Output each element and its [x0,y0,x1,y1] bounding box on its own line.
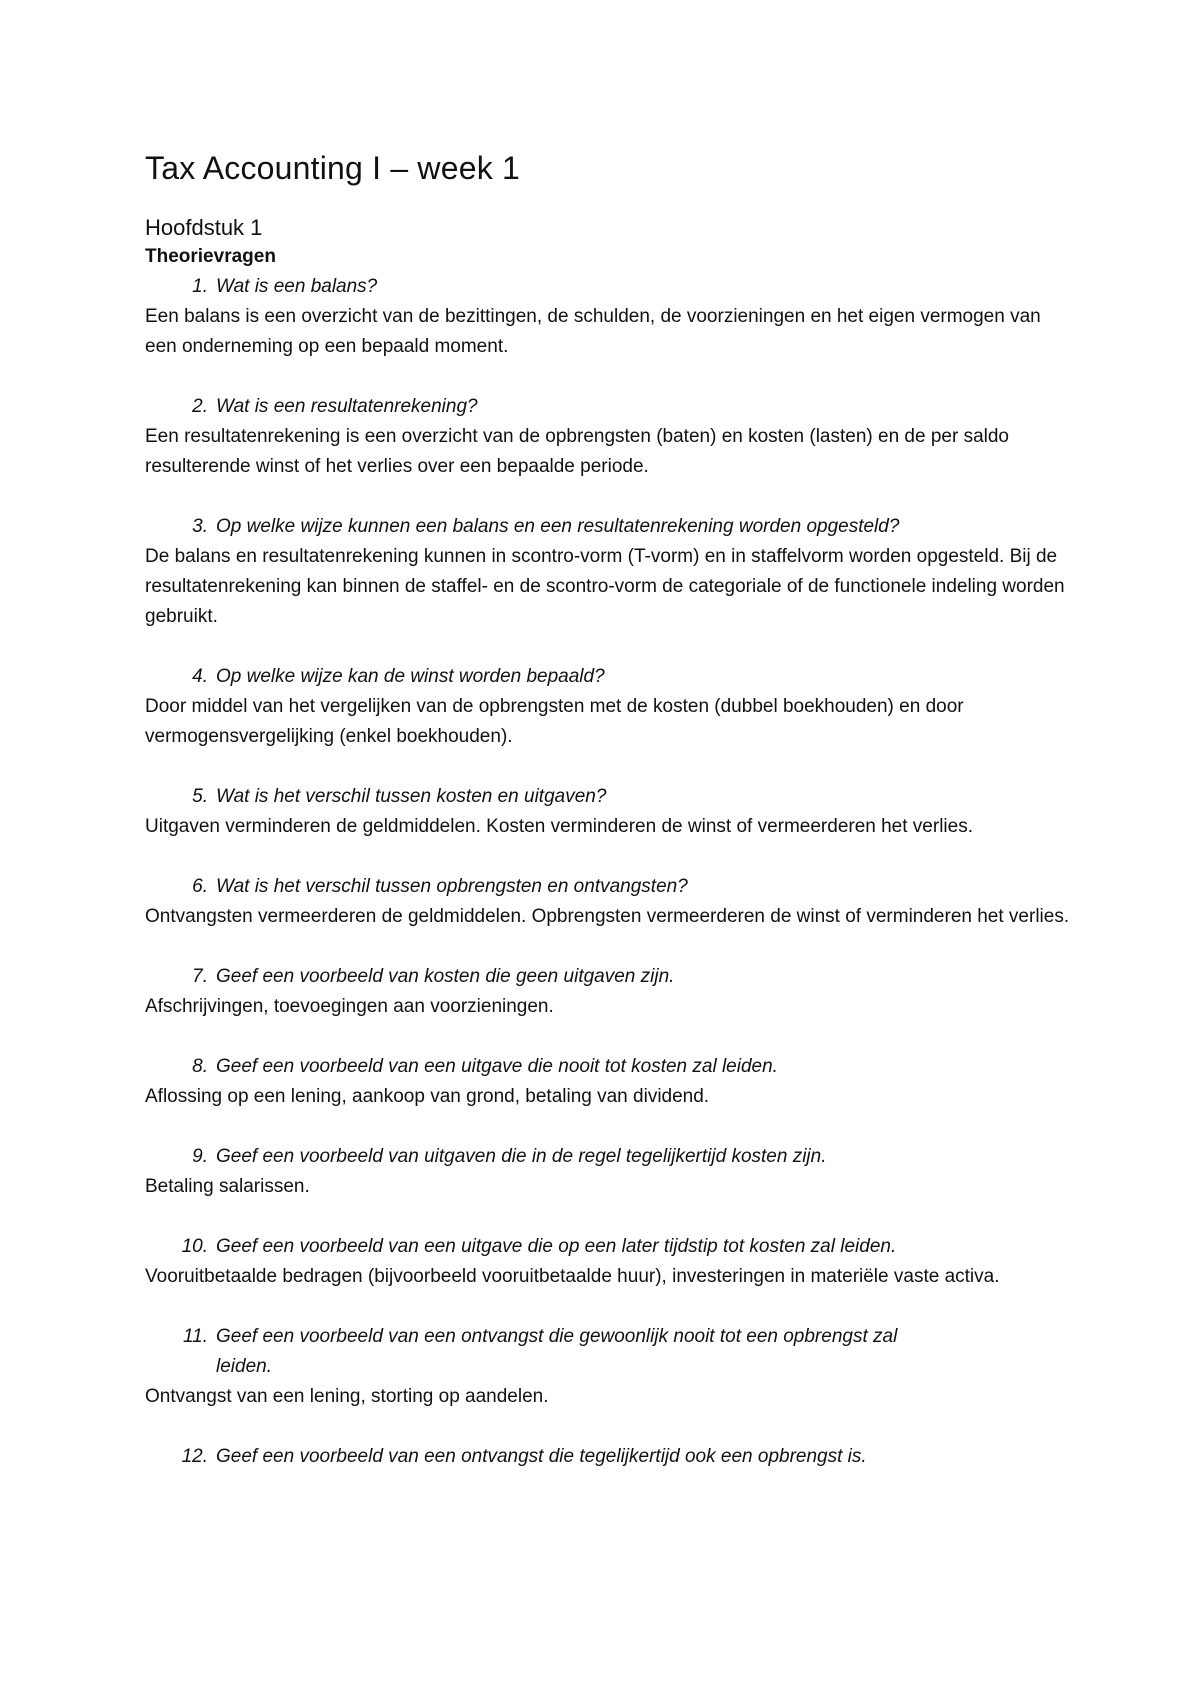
answer-text: Vooruitbetaalde bedragen (bijvoorbeeld vooruitbetaalde huur), investeringen in materiële vaste activa. [145,1266,1000,1287]
qa-item [145,392,1075,482]
qa-item [145,662,1075,752]
qa-item [145,272,1075,362]
question [145,782,1075,812]
question [145,1052,1075,1082]
question-number: 10. [181,1236,208,1257]
question [145,392,1075,422]
answer-text: Door middel van het vergelijken van de opbrengsten met de kosten (dubbel boekhouden) en door vermogensvergelijking (enkel boekhouden). [145,696,964,747]
qa-item [145,1232,1075,1292]
answer-text: Uitgaven verminderen de geldmiddelen. Kosten verminderen de winst of vermeerderen het verlies. [145,816,973,837]
answer-text: Ontvangst van een lening, storting op aandelen. [145,1386,549,1407]
document-title: Tax Accounting I – week 1 [145,150,520,186]
answer-text: Een resultatenrekening is een overzicht van de opbrengsten (baten) en kosten (lasten) en de per saldo resulterende winst of het verlies over een bepaalde periode. [145,426,1009,477]
chapter-heading: Hoofdstuk 1 [145,215,263,240]
question [145,1142,1075,1172]
qa-item [145,962,1075,1022]
question-number: 8. [192,1056,208,1077]
question-number: 2. [192,396,208,417]
answer-text: Betaling salarissen. [145,1176,310,1197]
question-number: 6. [192,876,208,897]
question [145,512,1075,542]
question-number: 7. [192,966,208,987]
question-number: 12. [181,1446,208,1467]
qa-item [145,1052,1075,1112]
question [145,962,1075,992]
qa-item [145,1442,1075,1472]
question-number: 5. [192,786,208,807]
question-text: Geef een voorbeeld van uitgaven die in de regel tegelijkertijd kosten zijn. [216,1146,827,1167]
question-text: Op welke wijze kunnen een balans en een resultatenrekening worden opgesteld? [216,516,900,537]
question [145,1442,1075,1472]
qa-item [145,1322,1075,1412]
question-text: Geef een voorbeeld van een ontvangst die tegelijkertijd ook een opbrengst is. [216,1446,867,1467]
question-number: 11. [182,1326,208,1347]
question [145,1322,1075,1382]
qa-item [145,872,1075,932]
question-text: Geef een voorbeeld van kosten die geen uitgaven zijn. [216,966,675,987]
question-number: 3. [192,516,208,537]
qa-item [145,782,1075,842]
question-text: Wat is het verschil tussen kosten en uitgaven? [216,786,607,807]
question [145,662,1075,692]
question-text: Geef een voorbeeld van een uitgave die op een later tijdstip tot kosten zal leiden. [216,1236,897,1257]
question-number: 9. [192,1146,208,1167]
question-text: Wat is een resultatenrekening? [216,396,478,417]
question [145,872,1075,902]
document-content [145,148,1075,1472]
section-heading: Theorievragen [145,246,276,267]
answer-text: De balans en resultatenrekening kunnen in scontro-vorm (T-vorm) en in staffelvorm worden opgesteld. Bij de resultatenrekening kan binnen de staffel- en de scontro-vorm de categoriale of de functionele indeling worden gebruikt. [145,546,1065,627]
qa-item [145,512,1075,632]
question-text: Geef een voorbeeld van een ontvangst die gewoonlijk nooit tot een opbrengst zal leiden. [216,1326,898,1377]
answer-text: Ontvangsten vermeerderen de geldmiddelen. Opbrengsten vermeerderen de winst of verminderen het verlies. [145,906,1070,927]
answer-text: Afschrijvingen, toevoegingen aan voorzieningen. [145,996,554,1017]
answer-text: Een balans is een overzicht van de bezittingen, de schulden, de voorzieningen en het eigen vermogen van een onderneming op een bepaald moment. [145,306,1041,357]
question-text: Wat is een balans? [216,276,378,297]
qa-item [145,1142,1075,1202]
question [145,1232,1075,1262]
question-text: Op welke wijze kan de winst worden bepaald? [216,666,605,687]
question-number: 1. [192,276,208,297]
question [145,272,1075,302]
question-text: Geef een voorbeeld van een uitgave die nooit tot kosten zal leiden. [216,1056,778,1077]
answer-text: Aflossing op een lening, aankoop van grond, betaling van dividend. [145,1086,710,1107]
question-number: 4. [192,666,208,687]
question-text: Wat is het verschil tussen opbrengsten en ontvangsten? [216,876,688,897]
